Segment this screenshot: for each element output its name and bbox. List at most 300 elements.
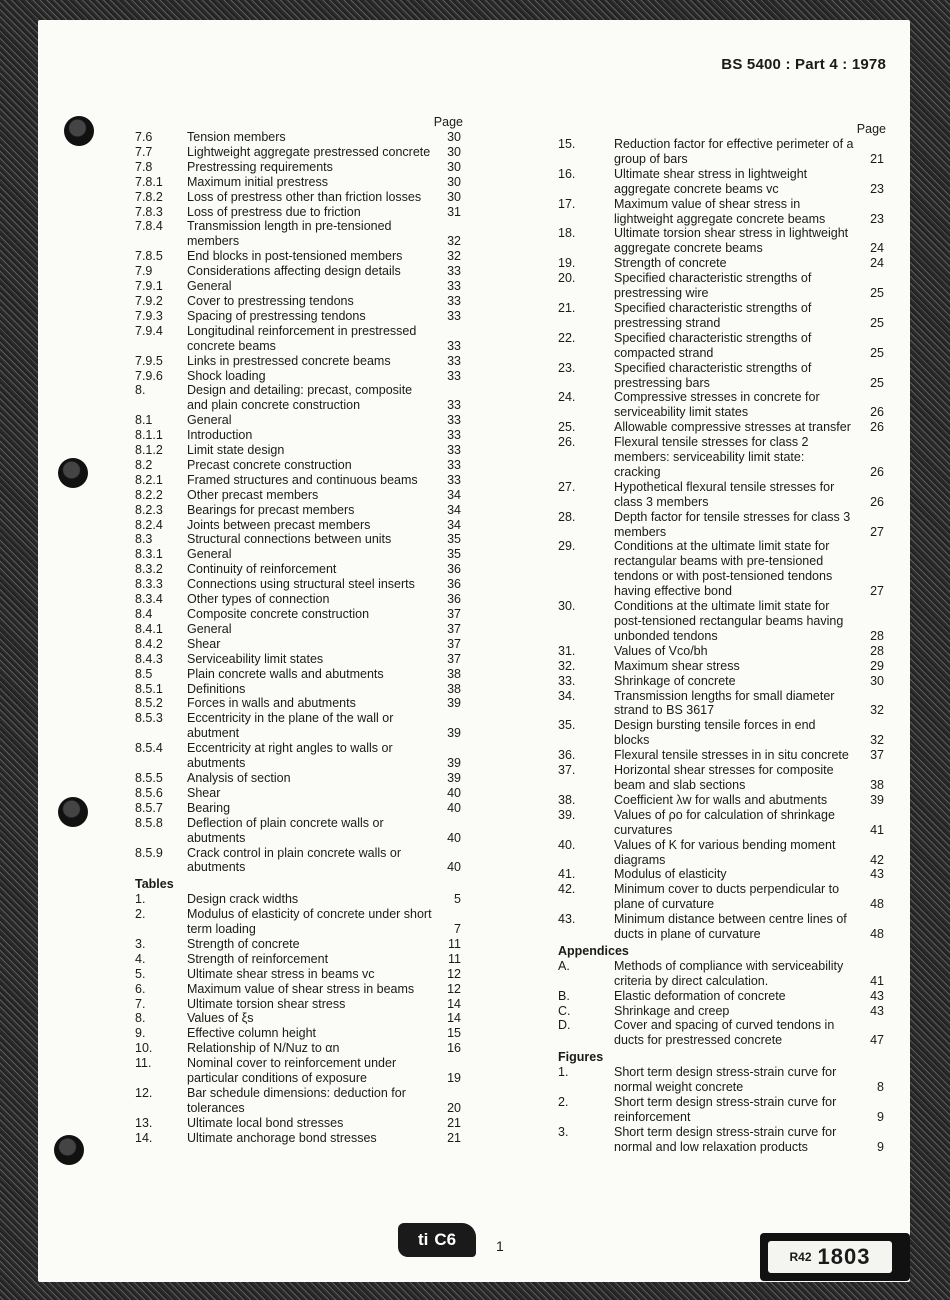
badge-code: C6	[434, 1230, 457, 1249]
contents-entry	[135, 160, 465, 175]
entry-number: 8.5.4	[135, 741, 163, 756]
entry-number: 7.6	[135, 130, 153, 144]
entry-page: 27	[870, 524, 884, 539]
contents-entry	[135, 473, 465, 488]
contents-entry	[135, 952, 465, 967]
entry-title: Short term design stress-strain curve for normal and low relaxation products	[614, 1124, 837, 1154]
page-number: 1	[496, 1238, 504, 1254]
entry-page: 33	[447, 443, 461, 458]
entry-page: 40	[447, 785, 461, 800]
entry-number: 6.	[135, 981, 146, 996]
entry-page: 19	[447, 1071, 461, 1086]
entry-number: 8.4.2	[135, 636, 163, 651]
entry-title: Relationship of N/Nuz to αn	[187, 1041, 340, 1056]
document-header: BS 5400 : Part 4 : 1978	[721, 56, 886, 73]
entry-page: 23	[870, 181, 884, 196]
entry-title: Introduction	[187, 428, 253, 443]
entry-title: Other types of connection	[187, 592, 330, 607]
entry-title: Horizontal shear stresses for composite beam and slab sections	[614, 763, 834, 792]
entry-number: 11.	[135, 1056, 152, 1071]
entry-page: 38	[447, 666, 461, 681]
entry-page: 34	[447, 487, 461, 502]
entry-title: Shear	[187, 636, 221, 651]
contents-entry	[558, 1095, 888, 1125]
entry-title: Maximum initial prestress	[187, 174, 329, 189]
entry-title: Ultimate shear stress in beams vc	[187, 966, 375, 981]
entry-title: Coefficient λw for walls and abutments	[614, 792, 828, 807]
contents-entry	[558, 599, 888, 644]
entry-page: 14	[447, 996, 461, 1011]
entry-title: Cover to prestressing tendons	[187, 293, 354, 308]
entry-number: 7.9.3	[135, 308, 163, 323]
entry-page: 28	[870, 628, 884, 643]
entry-number: 37.	[558, 763, 576, 778]
entry-number: 8.3	[135, 532, 153, 547]
entry-number: 20.	[558, 271, 576, 286]
entry-page: 47	[870, 1033, 884, 1048]
entry-number: 10.	[135, 1041, 153, 1056]
entry-number: 7.8.5	[135, 249, 163, 264]
entry-number: 8.4.1	[135, 621, 163, 636]
punch-hole	[58, 458, 88, 488]
entry-page: 26	[870, 494, 884, 509]
entry-number: 43.	[558, 912, 576, 927]
entry-title: Maximum value of shear stress in lightweight aggregate concrete beams	[614, 196, 826, 226]
entry-number: 31.	[558, 643, 576, 658]
entry-title: General	[187, 413, 232, 428]
entry-page: 35	[447, 532, 461, 547]
entry-page: 9	[877, 1109, 884, 1124]
entry-page: 48	[870, 927, 884, 942]
contents-entry	[135, 652, 465, 667]
entry-number: 35.	[558, 718, 576, 733]
punch-hole	[54, 1135, 84, 1165]
entry-title: Specified characteristic strengths of compacted strand	[614, 330, 812, 360]
entry-title: Deflection of plain concrete walls or abutments	[187, 815, 384, 845]
entry-title: Precast concrete construction	[187, 457, 352, 472]
entry-number: 39.	[558, 807, 576, 822]
entry-number: 23.	[558, 360, 576, 375]
entry-page: 33	[447, 457, 461, 472]
contents-entry	[135, 696, 465, 711]
contents-entry	[558, 838, 888, 868]
contents-entry	[558, 167, 888, 197]
entry-page: 28	[870, 643, 884, 658]
contents-entry	[135, 458, 465, 473]
contents-entry	[558, 689, 888, 719]
entry-title: Ultimate shear stress in lightweight aggregate concrete beams vc	[614, 166, 808, 196]
entry-title: Design crack widths	[187, 892, 299, 907]
entry-page: 43	[870, 867, 884, 882]
entry-number: 2.	[135, 907, 146, 922]
entry-page: 32	[870, 733, 884, 748]
entry-title: Analysis of section	[187, 770, 291, 785]
entry-title: Strength of concrete	[614, 256, 727, 271]
entry-page: 37	[870, 748, 884, 763]
page-column-heading: Page	[433, 115, 463, 129]
contents-entry	[135, 503, 465, 518]
entry-page: 33	[447, 353, 461, 368]
entry-title: Ultimate local bond stresses	[187, 1115, 344, 1130]
entry-page: 40	[447, 860, 461, 875]
entry-number: 12.	[135, 1086, 153, 1100]
entry-page: 34	[447, 517, 461, 532]
page-column-heading: Page	[856, 122, 886, 136]
entry-title: Lightweight aggregate prestressed concrete	[187, 144, 431, 159]
contents-entry	[558, 361, 888, 391]
contents-entry	[558, 748, 888, 763]
entry-number: 8.1	[135, 413, 153, 428]
tables-heading: Tables	[135, 877, 174, 892]
entry-title: Reduction factor for effective perimeter of a group of bars	[614, 137, 854, 166]
contents-entry	[558, 674, 888, 689]
entry-title: Forces in walls and abutments	[187, 696, 356, 711]
entry-title: Specified characteristic strengths of prestressing bars	[614, 360, 812, 390]
entry-page: 48	[870, 897, 884, 912]
entry-page: 15	[447, 1026, 461, 1041]
contents-entry	[135, 383, 465, 413]
contents-entry	[558, 959, 888, 989]
contents-entry	[558, 420, 888, 435]
contents-entry	[135, 443, 465, 458]
entry-title: Joints between precast members	[187, 517, 371, 532]
entry-page: 33	[447, 368, 461, 383]
entry-number: 7.	[135, 996, 146, 1011]
entry-number: 8.3.1	[135, 547, 163, 562]
contents-entry	[135, 607, 465, 622]
entry-page: 43	[870, 988, 884, 1003]
contents-entry	[135, 637, 465, 652]
contents-entry	[558, 1018, 888, 1048]
appendices-list	[558, 959, 888, 1048]
entry-title: Connections using structural steel inserts	[187, 577, 415, 592]
entry-page: 30	[447, 144, 461, 159]
entry-page: 25	[870, 375, 884, 390]
entry-title: Design and detailing: precast, composite and plain concrete construction	[187, 383, 413, 413]
entry-number: 3.	[135, 936, 146, 951]
entry-title: Maximum value of shear stress in beams	[187, 981, 415, 996]
entry-title: General	[187, 279, 232, 294]
entry-page: 29	[870, 658, 884, 673]
contents-entry	[135, 771, 465, 786]
entry-page: 26	[870, 464, 884, 479]
contents-entry	[135, 428, 465, 443]
contents-entry	[135, 175, 465, 190]
entry-number: 8.5.7	[135, 800, 163, 815]
punch-hole	[58, 797, 88, 827]
contents-entry	[135, 369, 465, 384]
entry-number: 8.3.2	[135, 562, 163, 577]
contents-entry	[558, 912, 888, 942]
contents-entry	[135, 892, 465, 907]
entry-page: 41	[870, 973, 884, 988]
entry-title: Continuity of reinforcement	[187, 562, 337, 577]
contents-entry	[135, 1116, 465, 1131]
contents-entry	[135, 190, 465, 205]
entry-number: 7.9.2	[135, 293, 163, 308]
entry-page: 39	[447, 726, 461, 741]
entry-number: 8.5.3	[135, 711, 163, 726]
entry-title: Nominal cover to reinforcement under particular conditions of exposure	[187, 1056, 397, 1086]
entry-page: 33	[447, 428, 461, 443]
entry-page: 14	[447, 1011, 461, 1026]
entry-title: Conditions at the ultimate limit state for post-tensioned rectangular beams having unbonded tendons	[614, 599, 844, 643]
entry-page: 11	[448, 951, 461, 966]
entry-page: 21	[870, 151, 884, 166]
contents-entry	[135, 562, 465, 577]
entry-page: 9	[877, 1139, 884, 1154]
entry-page: 37	[447, 651, 461, 666]
entry-number: 4.	[135, 951, 146, 966]
index-stamp	[760, 1233, 910, 1281]
entry-number: 5.	[135, 966, 146, 981]
entry-title: Transmission length in pre-tensioned members	[187, 219, 392, 249]
entry-page: 30	[447, 174, 461, 189]
entry-title: Transmission lengths for small diameter strand to BS 3617	[614, 688, 835, 718]
entry-title: Values of K for various bending moment diagrams	[614, 837, 836, 867]
contents-entry	[135, 354, 465, 369]
entry-page: 21	[447, 1115, 461, 1130]
contents-entry	[135, 967, 465, 982]
entry-title: Framed structures and continuous beams	[187, 472, 418, 487]
contents-entry	[135, 711, 465, 741]
entry-number: 14.	[135, 1130, 153, 1145]
contents-right-column	[558, 122, 888, 1155]
entry-title: Minimum distance between centre lines of ducts in plane of curvature	[614, 912, 847, 942]
entry-page: 23	[870, 211, 884, 226]
entry-title: Conditions at the ultimate limit state for rectangular beams with pre-tensioned tendons or with post-tensioned tendons having effective bond	[614, 539, 833, 599]
contents-entry	[135, 249, 465, 264]
contents-entry	[558, 271, 888, 301]
entry-number: 38.	[558, 792, 576, 807]
entry-page: 33	[447, 413, 461, 428]
entry-page: 25	[870, 315, 884, 330]
entry-page: 36	[447, 577, 461, 592]
contents-entry	[135, 1056, 465, 1086]
contents-entry	[558, 331, 888, 361]
entry-number: 8.4.3	[135, 651, 163, 666]
contents-entry	[135, 937, 465, 952]
entry-title: Flexural tensile stresses for class 2 members: serviceability limit state: cracking	[614, 435, 809, 479]
contents-entry	[558, 644, 888, 659]
entry-page: 30	[447, 130, 461, 144]
entry-number: 8.5.6	[135, 785, 163, 800]
entry-number: 8.3.3	[135, 577, 163, 592]
entry-title: Shock loading	[187, 368, 266, 383]
contents-entry	[135, 1086, 465, 1116]
contents-entry	[135, 205, 465, 220]
figures-list	[558, 1065, 888, 1154]
entry-title: Composite concrete construction	[187, 607, 370, 621]
entry-number: D.	[558, 1018, 571, 1033]
entry-number: 24.	[558, 390, 576, 405]
logo-icon: ti	[417, 1230, 429, 1249]
contents-entry	[558, 390, 888, 420]
entry-page: 12	[447, 981, 461, 996]
entry-title: Hypothetical flexural tensile stresses for class 3 members	[614, 479, 835, 509]
entry-title: Shear	[187, 785, 221, 800]
entry-number: 8.1.2	[135, 443, 163, 458]
entry-title: Serviceability limit states	[187, 651, 324, 666]
contents-entry	[558, 989, 888, 1004]
entry-number: 7.8.2	[135, 189, 163, 204]
entry-number: 8.2.3	[135, 502, 163, 517]
contents-entry	[558, 539, 888, 599]
contents-entry	[558, 1125, 888, 1155]
contents-entry	[135, 294, 465, 309]
entry-number: 25.	[558, 420, 576, 435]
contents-entry	[135, 741, 465, 771]
entry-title: Strength of reinforcement	[187, 951, 329, 966]
entry-page: 32	[447, 249, 461, 264]
contents-entry	[558, 867, 888, 882]
entry-page: 34	[447, 502, 461, 517]
entry-number: 7.8.4	[135, 219, 163, 234]
contents-entry	[135, 488, 465, 503]
entry-page: 38	[447, 681, 461, 696]
entry-title: Values of Vco/bh	[614, 643, 708, 658]
contents-list	[135, 130, 465, 875]
entry-title: Ultimate anchorage bond stresses	[187, 1130, 377, 1145]
entry-number: 8.2.1	[135, 472, 163, 487]
entry-title: General	[187, 547, 232, 562]
entry-title: Longitudinal reinforcement in prestressed concrete beams	[187, 323, 417, 353]
entry-number: B.	[558, 988, 570, 1003]
entry-title: Considerations affecting design details	[187, 264, 401, 279]
entry-page: 7	[454, 922, 461, 937]
entry-number: 8.1.1	[135, 428, 163, 443]
entry-number: 8.3.4	[135, 592, 163, 607]
contents-entry	[558, 793, 888, 808]
contents-entry	[135, 577, 465, 592]
entry-page: 32	[870, 703, 884, 718]
contents-entry	[558, 197, 888, 227]
contents-entry	[135, 907, 465, 937]
entry-title: Eccentricity in the plane of the wall or abutment	[187, 711, 394, 741]
contents-entry	[135, 801, 465, 816]
entry-page: 33	[447, 338, 461, 353]
entry-title: General	[187, 621, 232, 636]
entry-title: Cover and spacing of curved tendons in ducts for prestressed concrete	[614, 1018, 835, 1048]
entry-number: 28.	[558, 509, 576, 524]
contents-entry	[135, 1026, 465, 1041]
contents-entry	[135, 786, 465, 801]
entry-number: 36.	[558, 748, 576, 763]
entry-number: 21.	[558, 300, 576, 315]
entry-number: 8.	[135, 383, 146, 398]
contents-entry	[558, 480, 888, 510]
entry-number: 7.8	[135, 159, 153, 174]
entry-page: 24	[870, 256, 884, 271]
entry-number: C.	[558, 1003, 571, 1018]
contents-entry	[135, 816, 465, 846]
entry-page: 30	[447, 159, 461, 174]
contents-entry	[135, 264, 465, 279]
entry-number: 16.	[558, 166, 576, 181]
entry-number: 15.	[558, 137, 576, 151]
entry-number: 33.	[558, 673, 576, 688]
entry-page: 31	[447, 204, 461, 219]
entry-page: 16	[447, 1041, 461, 1056]
entry-page: 8	[877, 1080, 884, 1095]
contents-entry	[135, 1011, 465, 1026]
entry-title: Ultimate torsion shear stress	[187, 996, 346, 1011]
entry-title: Effective column height	[187, 1026, 317, 1041]
contents-left-column	[135, 115, 465, 1146]
entry-page: 39	[870, 792, 884, 807]
contents-entry	[558, 882, 888, 912]
entry-number: 17.	[558, 196, 576, 211]
entry-number: 1.	[135, 892, 146, 907]
entry-page: 36	[447, 562, 461, 577]
entry-page: 39	[447, 756, 461, 771]
entry-title: Allowable compressive stresses at transfer	[614, 420, 851, 435]
entry-page: 32	[447, 234, 461, 249]
entry-title: Prestressing requirements	[187, 159, 333, 174]
entry-page: 38	[870, 777, 884, 792]
entry-title: Methods of compliance with serviceability criteria by direct calculation.	[614, 958, 844, 988]
entry-page: 33	[447, 264, 461, 279]
stamp-code: R42	[789, 1250, 812, 1264]
punch-hole	[64, 116, 94, 146]
appendices-heading: Appendices	[558, 943, 629, 958]
entry-title: Short term design stress-strain curve for reinforcement	[614, 1095, 837, 1124]
entry-page: 26	[870, 405, 884, 420]
entry-number: 7.8.3	[135, 204, 163, 219]
entry-title: End blocks in post-tensioned members	[187, 249, 403, 264]
entry-page: 39	[447, 696, 461, 711]
entry-page: 33	[447, 308, 461, 323]
contents-entry	[135, 279, 465, 294]
entry-number: 8.2.2	[135, 487, 163, 502]
entry-number: A.	[558, 958, 570, 973]
entry-page: 30	[870, 673, 884, 688]
entry-number: 9.	[135, 1026, 146, 1041]
contents-entry	[135, 1041, 465, 1056]
entry-title: Loss of prestress other than friction losses	[187, 189, 422, 204]
entry-number: 13.	[135, 1115, 153, 1130]
contents-entry	[135, 130, 465, 145]
entry-page: 43	[870, 1003, 884, 1018]
entry-title: Modulus of elasticity of concrete under short term loading	[187, 907, 432, 937]
entry-number: 7.8.1	[135, 174, 163, 189]
entry-title: Short term design stress-strain curve for normal weight concrete	[614, 1065, 837, 1095]
entry-title: Maximum shear stress	[614, 658, 740, 673]
contents-entry	[135, 592, 465, 607]
contents-entry	[135, 982, 465, 997]
contents-entry	[135, 622, 465, 637]
entry-number: 41.	[558, 867, 576, 882]
entry-page: 35	[447, 547, 461, 562]
entry-number: 8.5	[135, 666, 153, 681]
contents-entry	[135, 547, 465, 562]
contents-entry	[135, 518, 465, 533]
entry-page: 26	[870, 420, 884, 435]
entry-number: 8.5.1	[135, 681, 163, 696]
contents-entry	[135, 682, 465, 697]
entry-title: Eccentricity at right angles to walls or abutments	[187, 741, 393, 771]
entry-page: 41	[870, 822, 884, 837]
entry-page: 33	[447, 293, 461, 308]
entry-page: 36	[447, 592, 461, 607]
entry-number: 8.5.5	[135, 770, 163, 785]
entry-number: 19.	[558, 256, 576, 271]
entry-title: Values of ρo for calculation of shrinkage curvatures	[614, 807, 835, 837]
tables-list-continued	[558, 137, 888, 942]
contents-entry	[558, 510, 888, 540]
contents-entry	[558, 718, 888, 748]
entry-page: 37	[447, 621, 461, 636]
